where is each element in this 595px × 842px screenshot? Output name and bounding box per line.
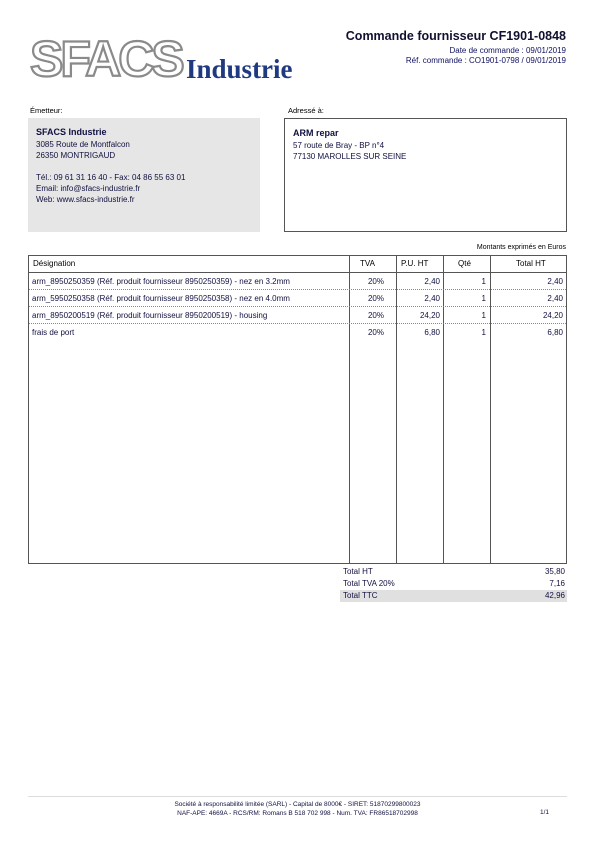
table-row (29, 307, 566, 324)
row-unit-price: 2,40 (424, 277, 440, 286)
recipient-address2: 77130 MAROLLES SUR SEINE (293, 152, 407, 161)
row-designation: arm_8950250359 (Réf. produit fournisseur 8950250359) - nez en 3.2mm (32, 277, 290, 286)
page-number: 1/1 (539, 809, 549, 816)
sfacs-logo-graphic (28, 32, 318, 88)
row-tva: 20% (367, 294, 384, 303)
total-tva-value: 7,16 (549, 579, 565, 588)
recipient-label: Adressé à: (288, 106, 324, 115)
items-table (28, 255, 567, 564)
logo-mark-text: SFACS (30, 32, 182, 87)
emitter-email: Email: info@sfacs-industrie.fr (36, 184, 141, 193)
currency-note: Montants exprimés en Euros (476, 244, 566, 251)
emitter-box (28, 118, 260, 232)
emitter-phone: Tél.: 09 61 31 16 40 - Fax: 04 86 55 63 01 (36, 173, 186, 182)
company-logo (28, 32, 318, 88)
total-ttc-value: 42,96 (544, 591, 565, 600)
table-row (29, 324, 566, 341)
legal-footer (0, 800, 595, 818)
row-quantity: 1 (481, 328, 486, 337)
total-tva-label: Total TVA 20% (343, 579, 395, 588)
total-ht-value: 35,80 (544, 567, 565, 576)
header-total: Total HT (516, 259, 546, 268)
total-ht-row (340, 566, 567, 578)
emitter-web: Web: www.sfacs-industrie.fr (36, 195, 135, 204)
recipient-address1: 57 route de Bray - BP n°4 (293, 141, 385, 150)
recipient-name: ARM repar (293, 128, 339, 138)
footer-divider (28, 796, 567, 797)
order-reference: Réf. commande : CO1901-0798 / 09/01/2019 (405, 56, 566, 65)
emitter-name: SFACS Industrie (36, 127, 107, 137)
row-quantity: 1 (481, 311, 486, 320)
table-row (29, 290, 566, 307)
row-designation: arm_5950250358 (Réf. produit fournisseur 8950250358) - nez en 4.0mm (32, 294, 290, 303)
total-ht-label: Total HT (343, 567, 373, 576)
row-total: 24,20 (542, 311, 563, 320)
row-total: 2,40 (547, 294, 563, 303)
footer-line-2: NAF-APE: 4669A - RCS/RM: Romans B 518 702 998 - Num. TVA: FR86518702998 (177, 810, 418, 817)
document-title: Commande fournisseur CF1901-0848 (345, 29, 566, 43)
header-designation: Désignation (33, 259, 76, 268)
header-tva: TVA (360, 259, 375, 268)
row-tva: 20% (367, 277, 384, 286)
row-unit-price: 24,20 (419, 311, 440, 320)
table-row (29, 273, 566, 290)
row-quantity: 1 (481, 277, 486, 286)
row-total: 6,80 (547, 328, 563, 337)
row-unit-price: 6,80 (424, 328, 440, 337)
emitter-address1: 3085 Route de Montfalcon (36, 140, 130, 149)
total-ttc-row (340, 590, 567, 602)
totals-block (340, 566, 567, 602)
document-header (346, 29, 566, 66)
emitter-label: Émetteur: (30, 106, 63, 115)
row-designation: arm_8950200519 (Réf. produit fournisseur 8950200519) - housing (32, 311, 268, 320)
total-ttc-label: Total TTC (343, 591, 378, 600)
recipient-box (284, 118, 567, 232)
row-quantity: 1 (481, 294, 486, 303)
order-date: Date de commande : 09/01/2019 (449, 46, 566, 55)
total-tva-row (340, 578, 567, 590)
row-tva: 20% (367, 328, 384, 337)
header-quantity: Qté (458, 259, 471, 268)
row-tva: 20% (367, 311, 384, 320)
row-unit-price: 2,40 (424, 294, 440, 303)
logo-word-text: Industrie (186, 54, 293, 84)
header-unit-price: P.U. HT (401, 259, 429, 268)
footer-line-1: Société à responsabilité limitée (SARL) - Capital de 8000€ - SIRET: 51870299800023 (174, 801, 421, 808)
emitter-address2: 26350 MONTRIGAUD (36, 151, 116, 160)
row-designation: frais de port (32, 328, 75, 337)
row-total: 2,40 (547, 277, 563, 286)
